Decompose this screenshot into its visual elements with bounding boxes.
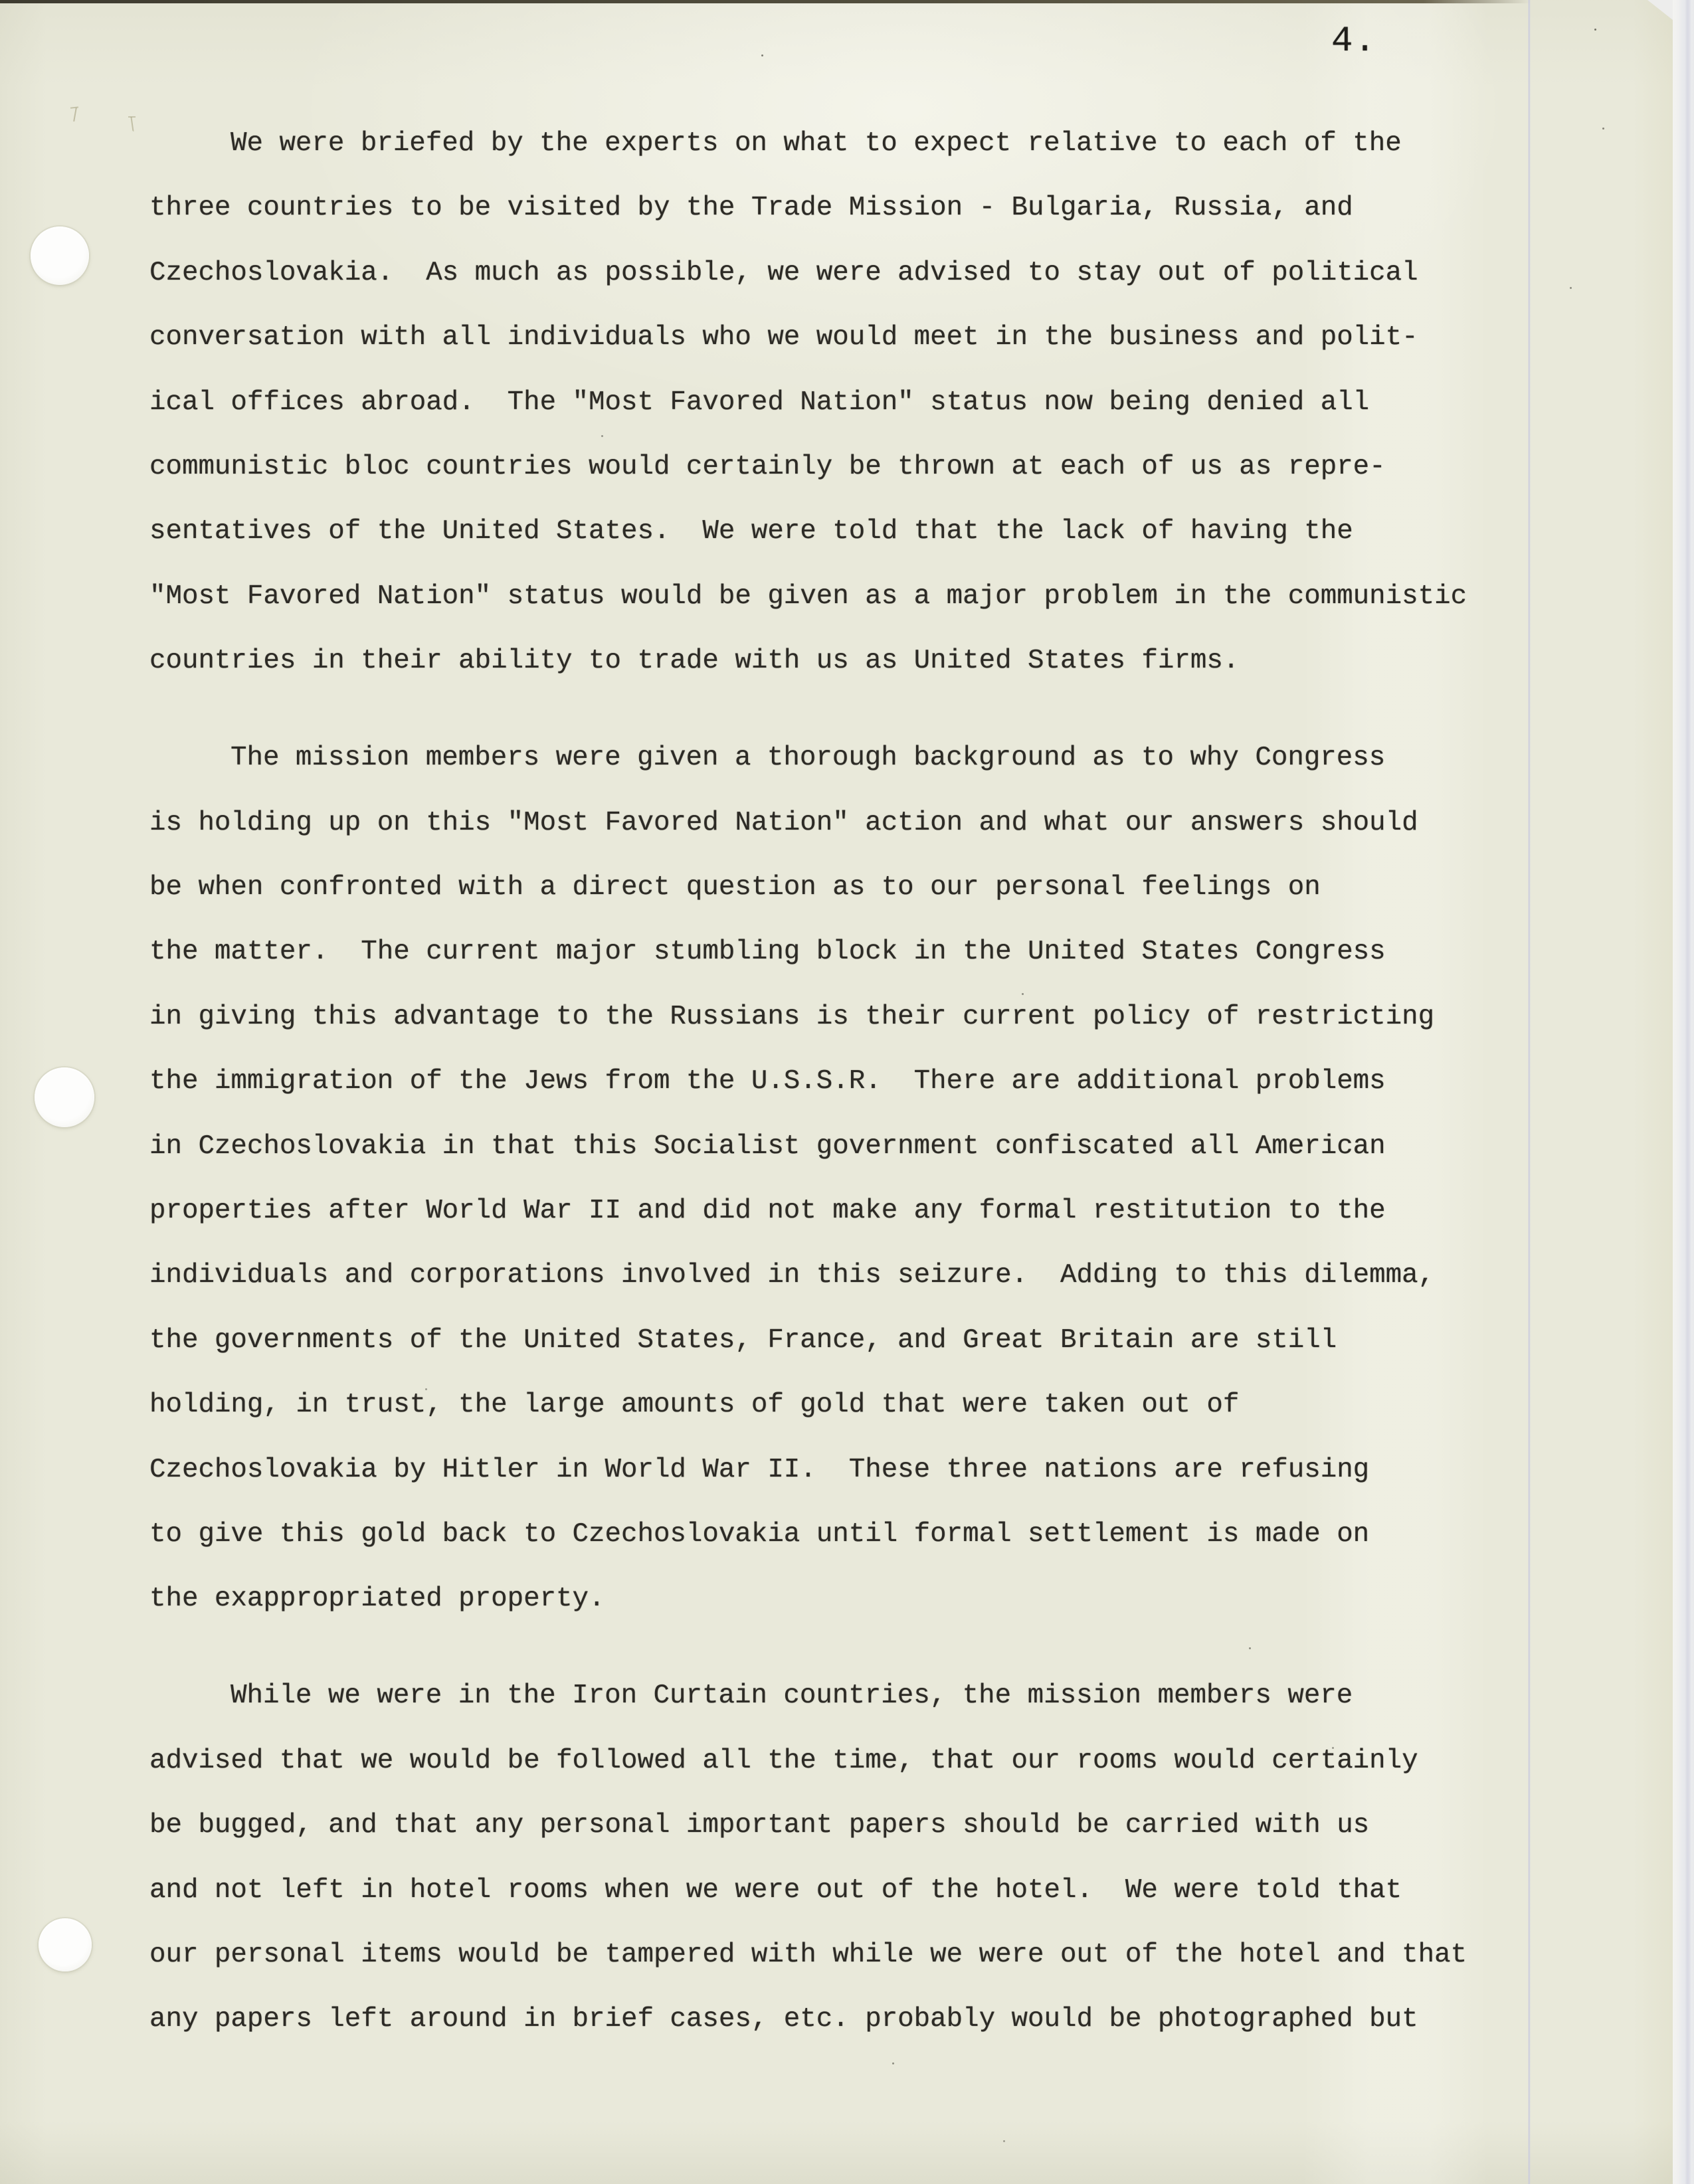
text-line: Czechoslovakia by Hitler in World War II. These three nations are refusing: [149, 1454, 1370, 1485]
text-line: in giving this advantage to the Russians is their current policy of restricting: [149, 1001, 1435, 1032]
text-line: individuals and corporations involved in this seizure. Adding to this dilemma,: [149, 1260, 1435, 1291]
text-line: our personal items would be tampered with while we were out of the hotel and that: [149, 1939, 1467, 1970]
stray-mark: [70, 106, 78, 108]
stray-mark: [128, 116, 136, 118]
text-line: While we were in the Iron Curtain countries, the mission members were: [231, 1681, 1353, 1712]
text-line: ical offices abroad. The "Most Favored Nation" status now being denied all: [149, 387, 1370, 418]
paper-speck: [761, 54, 763, 56]
stray-mark: [130, 117, 134, 132]
text-line: be when confronted with a direct question as to our personal feelings on: [149, 871, 1321, 903]
typewritten-text-block: [149, 112, 1545, 2052]
text-line: the immigration of the Jews from the U.S.S.R. There are additional problems: [149, 1066, 1386, 1097]
paragraph: [149, 112, 1545, 694]
text-line: in Czechoslovakia in that this Socialist government confiscated all American: [149, 1131, 1386, 1162]
paragraph: [149, 1664, 1545, 2052]
text-line: The mission members were given a thorough background as to why Congress: [231, 743, 1386, 774]
text-line: sentatives of the United States. We were told that the lack of having the: [149, 516, 1353, 547]
text-line: advised that we would be followed all the time, that our rooms would certainly: [149, 1745, 1418, 1776]
text-line: holding, in trust, the large amounts of gold that were taken out of: [149, 1390, 1240, 1421]
text-line: the matter. The current major stumbling block in the United States Congress: [149, 937, 1386, 968]
text-line: and not left in hotel rooms when we were out of the hotel. We were told that: [149, 1874, 1402, 1906]
stray-mark: [73, 108, 77, 122]
text-line: "Most Favored Nation" status would be given as a major problem in the communistic: [149, 581, 1467, 612]
page-number: 4.: [1331, 21, 1377, 62]
text-line: three countries to be visited by the Trade Mission - Bulgaria, Russia, and: [149, 193, 1353, 224]
text-line: any papers left around in brief cases, etc. probably would be photographed but: [149, 2004, 1418, 2035]
text-line: countries in their ability to trade with us as United States firms.: [149, 646, 1240, 677]
text-line: to give this gold back to Czechoslovakia until formal settlement is made on: [149, 1518, 1370, 1550]
text-line: We were briefed by the experts on what to expect relative to each of the: [231, 128, 1402, 159]
text-line: the exappropriated property.: [149, 1584, 605, 1615]
text-line: conversation with all individuals who we would meet in the business and polit-: [149, 322, 1418, 353]
scan-top-edge-shadow: [0, 0, 1531, 3]
hole-punch: [31, 227, 89, 285]
text-line: be bugged, and that any personal important papers should be carried with us: [149, 1810, 1370, 1841]
scan-seam-line: [1528, 0, 1531, 2184]
paragraph: [149, 726, 1545, 1631]
text-line: communistic bloc countries would certainly be thrown at each of us as repre-: [149, 451, 1386, 482]
hole-punch: [39, 1918, 92, 1971]
text-line: properties after World War II and did not make any formal restitution to the: [149, 1195, 1386, 1226]
scanner-background-strip: [1673, 0, 1694, 2184]
hole-punch: [35, 1067, 94, 1127]
text-line: the governments of the United States, France, and Great Britain are still: [149, 1324, 1337, 1356]
text-line: is holding up on this "Most Favored Nation" action and what our answers should: [149, 807, 1418, 838]
text-line: Czechoslovakia. As much as possible, we were advised to stay out of political: [149, 257, 1418, 288]
paper-corner-cut: [1647, 0, 1673, 20]
